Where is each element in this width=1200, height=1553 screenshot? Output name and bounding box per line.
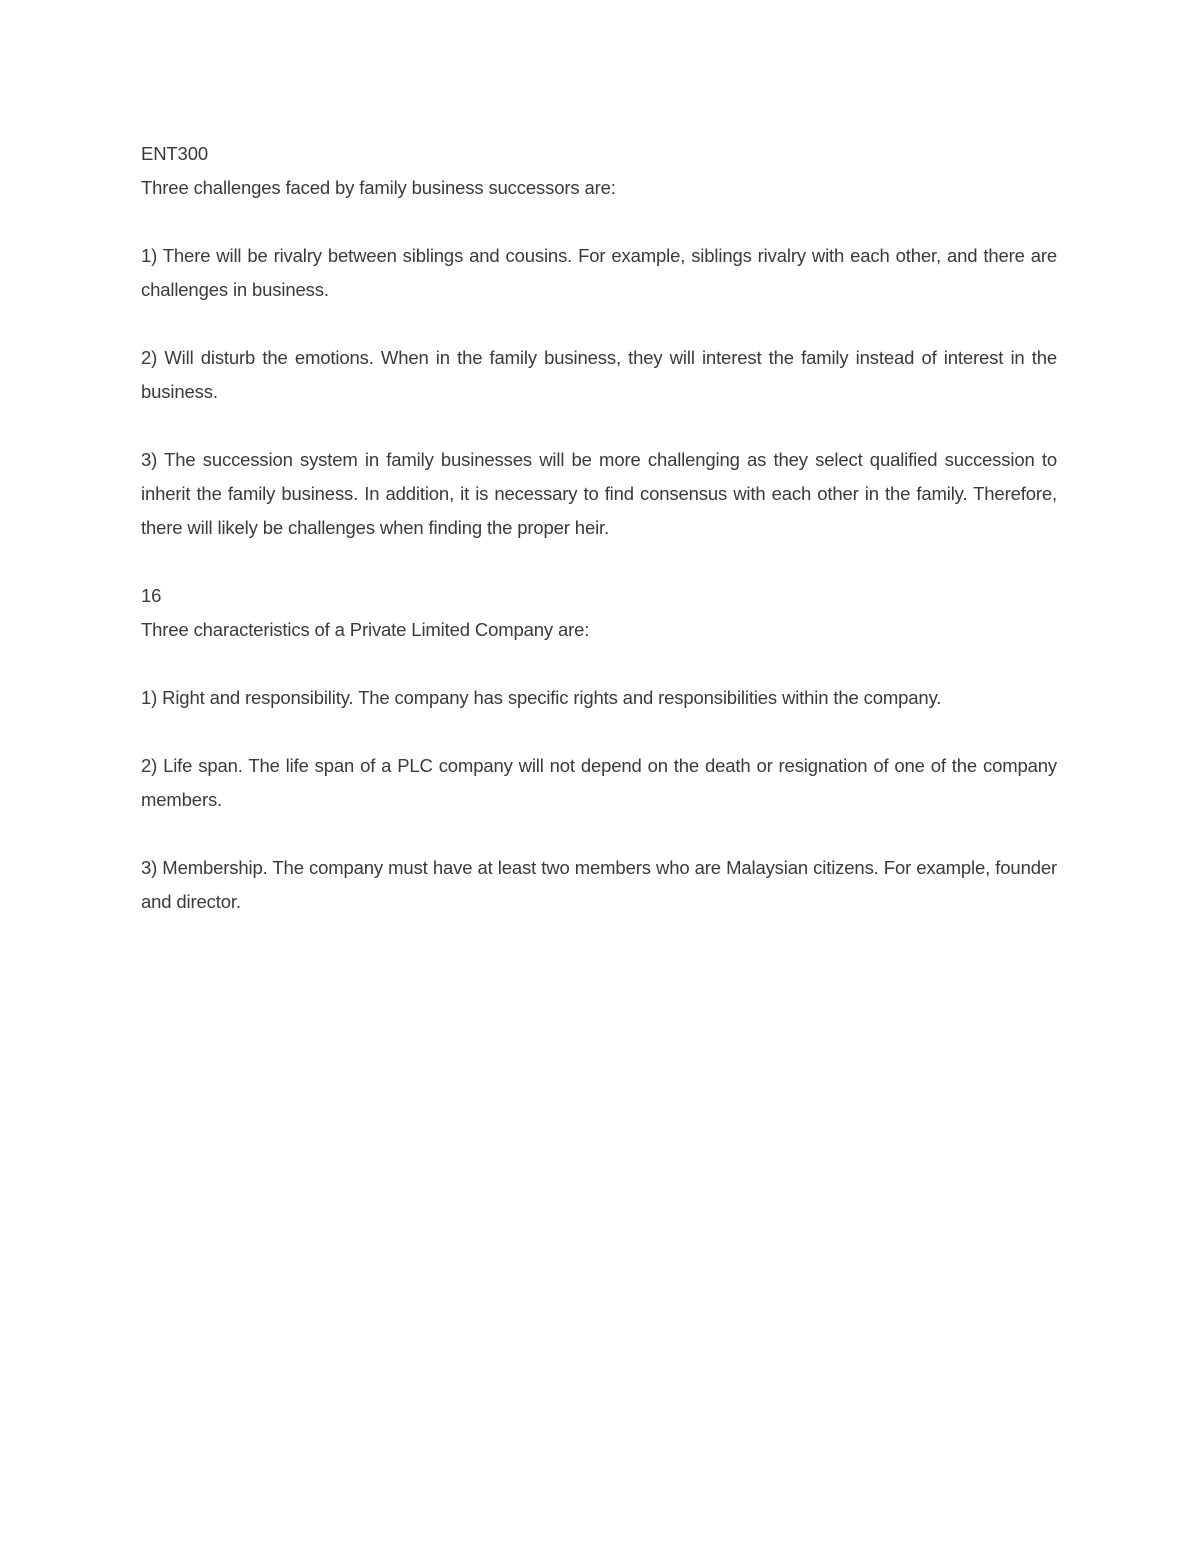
spacer (141, 545, 1057, 579)
section1-intro: Three challenges faced by family business successors are: (141, 177, 616, 198)
spacer (141, 205, 1057, 239)
section1-item-2: 2) Will disturb the emotions. When in the family business, they will interest the family instead of interest in the business. (141, 347, 1057, 402)
spacer (141, 715, 1057, 749)
section2-intro: Three characteristics of a Private Limited Company are: (141, 619, 590, 640)
section2-item-2: 2) Life span. The life span of a PLC company will not depend on the death or resignation of one of the company members. (141, 755, 1057, 810)
spacer (141, 409, 1057, 443)
spacer (141, 307, 1057, 341)
spacer (141, 817, 1057, 851)
document-page (141, 137, 1057, 919)
section1-item-1: 1) There will be rivalry between siblings and cousins. For example, siblings rivalry with each other, and there are challenges in business. (141, 245, 1057, 300)
section2-item-3: 3) Membership. The company must have at least two members who are Malaysian citizens. For example, founder and director. (141, 857, 1057, 912)
question-number: 16 (141, 585, 162, 606)
section2-item-1: 1) Right and responsibility. The company has specific rights and responsibilities within the company. (141, 687, 942, 708)
section1-item-3: 3) The succession system in family businesses will be more challenging as they select qualified succession to inherit the family business. In addition, it is necessary to find consensus with each other in the family. Therefore, there will likely be challenges when finding the proper heir. (141, 449, 1057, 538)
course-code: ENT300 (141, 143, 208, 164)
spacer (141, 647, 1057, 681)
